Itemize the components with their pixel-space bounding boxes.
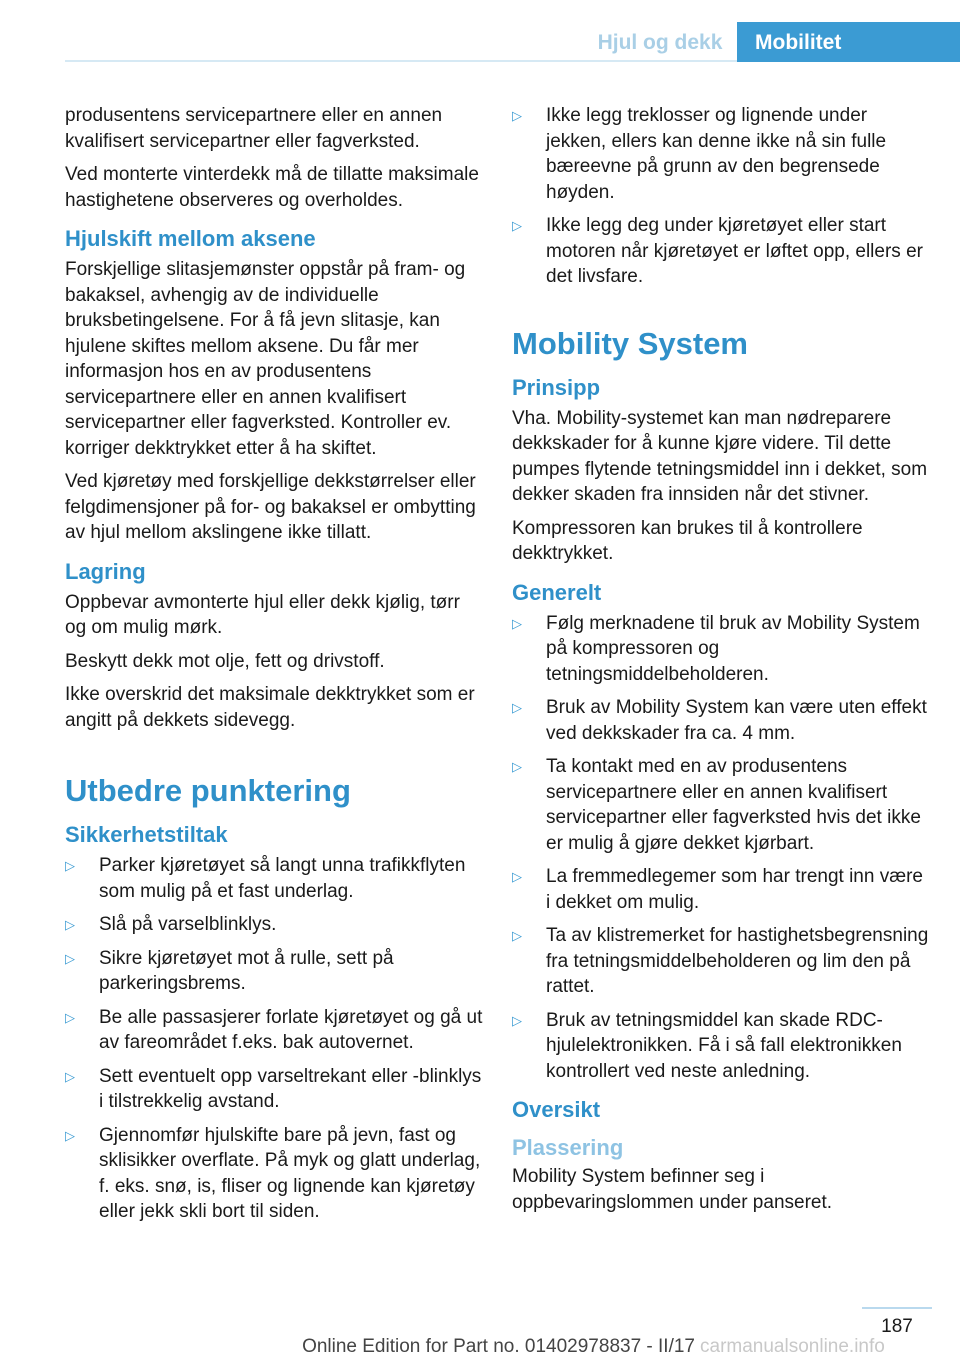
list-item: ▷ Ikke legg deg under kjøretøyet eller start motoren når kjøretøyet er løftet opp, ellers er det livsfare. [512,215,923,287]
paragraph: Ved kjøretøy med forskjellige dekkstørrelser eller felgdimensjoner på for- og bakaksel er ombytting av hjul mellom akslingene ikke tillatt. [65,471,476,543]
bullet-arrow-icon: ▷ [65,858,75,873]
list-item: ▷ Parker kjøretøyet så langt unna trafikkflyten som mulig på et fast underlag. [65,855,466,902]
list-item: ▷ Gjennomfør hjulskifte bare på jevn, fast og sklisikker overflate. På myk og glatt underlag, f. eks. snø, is, fliser og lignende kan kjøretøy eller jekk skli bort til siden. [65,1124,481,1222]
watermark-text: carmanualsonline.info [700,1336,885,1357]
jack-warning-list [512,103,932,290]
bullet-arrow-icon: ▷ [512,615,522,631]
bullet-arrow-icon: ▷ [65,1068,75,1084]
bullet-arrow-icon: ▷ [512,1012,522,1028]
bullet-arrow-icon: ▷ [512,928,522,943]
section-tab: Hjul og dekk [597,31,723,54]
heading-hjulskift: Hjulskift mellom aksene [65,226,316,251]
list-item: ▷ La fremmedlegemer som har trengt inn være i dekket om mulig. [512,866,923,913]
paragraph: Beskytt dekk mot olje, fett og drivstoff. [65,650,385,672]
list-item: ▷ Ta av klistremerket for hastighetsbegrensning fra tetningsmiddelbeholderen og lim den på rattet. [512,925,929,997]
heading-mobility-system: Mobility System [512,325,748,361]
page-number-rule [862,1307,932,1309]
list-item: ▷ Slå på varselblinklys. [65,912,483,938]
heading-plassering: Plassering [512,1135,624,1160]
heading-prinsipp: Prinsipp [512,374,601,400]
heading-oversikt: Oversikt [512,1097,601,1122]
paragraph: Mobility System befinner seg i oppbevaringslommen under panseret. [512,1166,833,1213]
bullet-arrow-icon: ▷ [512,869,522,884]
general-list [512,611,932,1085]
bullet-arrow-icon: ▷ [65,1127,75,1143]
safety-list [65,853,483,1225]
bullet-arrow-icon: ▷ [512,218,522,233]
list-item: ▷ Ikke legg treklosser og lignende under jekken, ellers kan denne ikke nå sin fulle bæreevne på grunn av den begrensede høyden. [512,105,887,203]
paragraph: Forskjellige slitasjemønster oppstår på fram- og bakaksel, avhengig av de individuelle bruksbetingelsene. For å få jevn slitasje, kan hjulene skiftes mellom aksene. Du får mer informasjon hos en av produsentens servicepartnere eller en annen kvalifisert servicepartner eller fagverksted. Kontroller ev. korriger dekktrykket etter å ha skiftet. [65,259,466,459]
list-item: ▷ Be alle passasjerer forlate kjøretøyet og gå ut av fareområdet f.eks. bak autovernet. [65,1006,483,1053]
page-number: 187 [881,1316,913,1337]
heading-lagring: Lagring [65,558,146,584]
left-column [65,103,483,1233]
bullet-arrow-icon: ▷ [65,917,75,932]
paragraph: Vha. Mobility-systemet kan man nødreparere dekkskader for å kunne kjøre videre. Til dette pumpes flytende tetningsmiddel inn i dekket, som dekker skaden fra innsiden når det stivner. [512,407,928,505]
right-column [512,103,932,1223]
bullet-arrow-icon: ▷ [512,759,522,774]
edition-footer: Online Edition for Part no. 01402978837 - II/17 [302,1336,695,1357]
list-item: ▷ Følg merknadene til bruk av Mobility System på kompressoren og tetningsmiddelbeholderen. [512,612,920,685]
paragraph: Ikke overskrid det maksimale dekktrykket som er angitt på dekkets sidevegg. [65,684,475,731]
chapter-tab: Mobilitet [737,22,960,62]
list-item: ▷ Ta kontakt med en av produsentens servicepartnere eller en annen kvalifisert servicepartner eller fagverksted hvis det ikke er mulig å gjøre dekket kjørbart. [512,756,921,854]
paragraph: produsentens servicepartnere eller en annen kvalifisert servicepartner eller fagverksted. [65,105,443,152]
bullet-arrow-icon: ▷ [512,108,522,123]
bullet-arrow-icon: ▷ [65,950,75,966]
paragraph: Kompressoren kan brukes til å kontrollere dekktrykket. [512,517,863,564]
paragraph: Oppbevar avmonterte hjul eller dekk kjølig, tørr og om mulig mørk. [65,591,460,638]
list-item: ▷ Sikre kjøretøyet mot å rulle, sett på parkeringsbrems. [65,947,394,994]
paragraph: Ved monterte vinterdekk må de tillatte maksimale hastighetene observeres og overholdes. [65,164,479,211]
heading-utbedre-punktering: Utbedre punktering [65,773,351,808]
bullet-arrow-icon: ▷ [512,700,522,715]
heading-generelt: Generelt [512,579,602,605]
list-item: ▷ Bruk av Mobility System kan være uten effekt ved dekkskader fra ca. 4 mm. [512,697,927,744]
heading-sikkerhetstiltak: Sikkerhetstiltak [65,822,228,847]
list-item: ▷ Sett eventuelt opp varseltrekant eller -blinklys i tilstrekkelig avstand. [65,1065,482,1112]
bullet-arrow-icon: ▷ [65,1009,75,1025]
list-item: ▷ Bruk av tetningsmiddel kan skade RDC-hjulelektronikken. Få i så fall elektronikken kontrollert ved neste anledning. [512,1009,902,1082]
